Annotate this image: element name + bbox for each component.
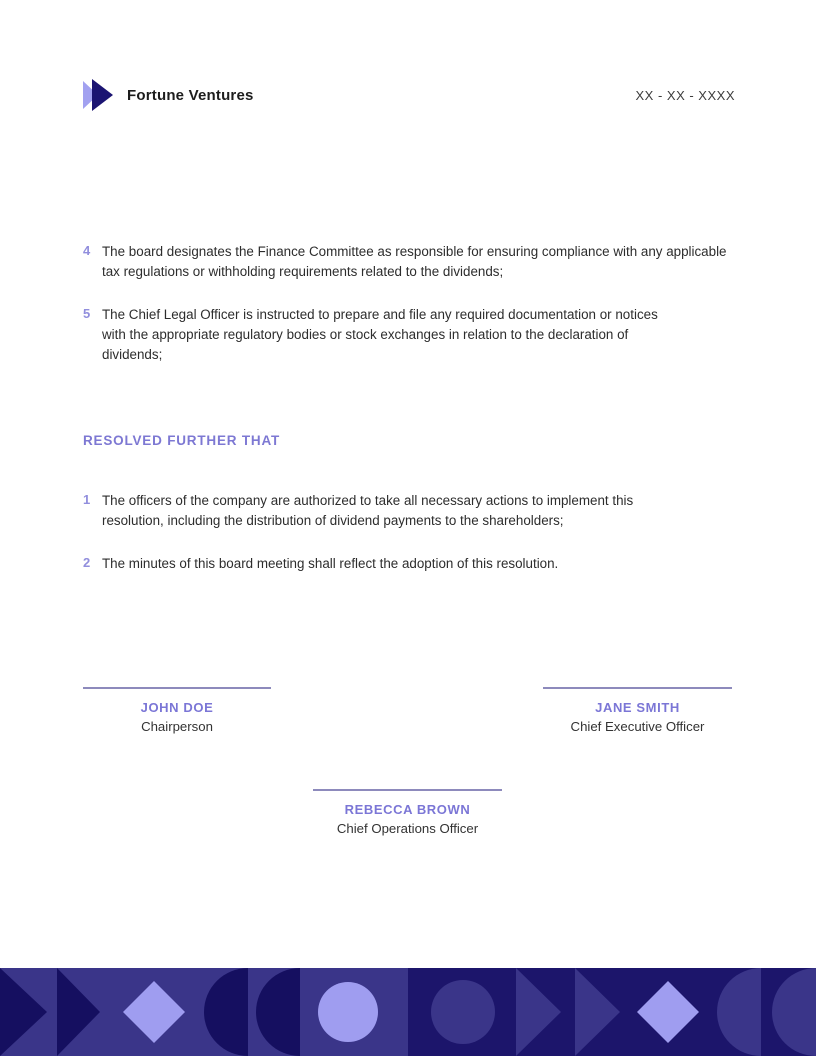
item-number: 5 <box>83 306 91 321</box>
signature-name: REBECCA BROWN <box>344 802 471 817</box>
footer-pattern <box>0 968 816 1056</box>
circle-shape-icon <box>318 982 378 1042</box>
signature-line <box>543 687 732 689</box>
signature-title: Chairperson <box>141 719 213 734</box>
signature-name: JOHN DOE <box>140 700 214 715</box>
brand-name: Fortune Ventures <box>127 86 254 104</box>
circle-shape-icon <box>431 980 495 1044</box>
document-date: XX - XX - XXXX <box>635 87 735 103</box>
item-text: The minutes of this board meeting shall reflect the adoption of this resolution. <box>102 556 559 571</box>
page-header <box>83 79 735 111</box>
signature-title: Chief Operations Officer <box>336 821 479 836</box>
brand <box>83 79 254 111</box>
item-number: 2 <box>83 555 91 570</box>
footer-geometric-band <box>0 968 816 1056</box>
resolution-item <box>83 491 664 531</box>
item-text: The Chief Legal Officer is instructed to prepare and file any required documentation or notices with the appropriate regulatory bodies or stock exchanges in relation to the declaration of dividends; <box>102 307 658 362</box>
signature-block <box>543 687 732 734</box>
signature-title: Chief Executive Officer <box>570 719 705 734</box>
signature-line <box>313 789 502 791</box>
signature-block <box>313 789 502 836</box>
resolution-item <box>83 554 722 574</box>
section-heading: RESOLVED FURTHER THAT <box>83 433 281 448</box>
signature-block <box>83 687 271 734</box>
signature-name: JANE SMITH <box>595 700 680 715</box>
item-number: 1 <box>83 492 91 507</box>
logo-dark-triangle-icon <box>92 79 113 111</box>
item-text: The board designates the Finance Committee as responsible for ensuring compliance with any applicable tax regulations or withholding requirements related to the dividends; <box>102 244 727 279</box>
item-number: 4 <box>83 243 91 258</box>
double-play-triangles-icon <box>83 79 114 111</box>
signature-line <box>83 687 271 689</box>
resolution-item <box>83 305 677 365</box>
resolution-item <box>83 242 738 282</box>
item-text: The officers of the company are authorized to take all necessary actions to implement this resolution, including the distribution of dividend payments to the shareholders; <box>102 493 634 528</box>
